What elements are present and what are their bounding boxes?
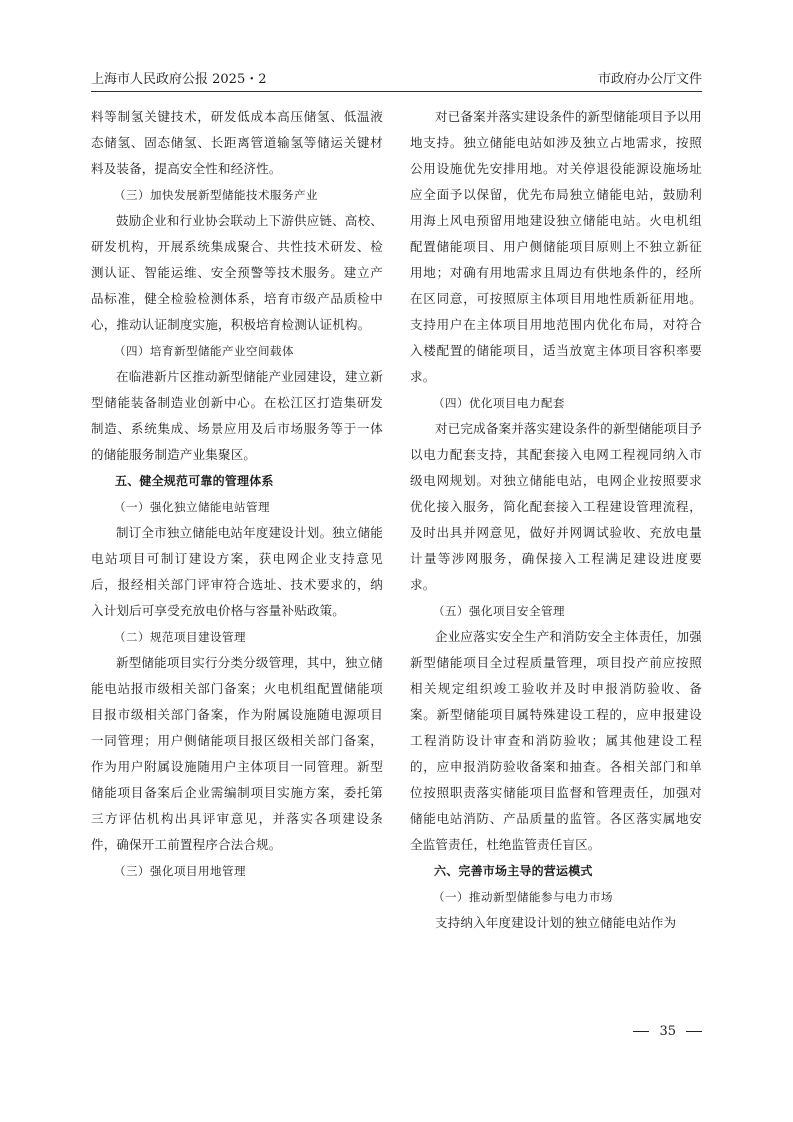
paragraph: 鼓励企业和行业协会联动上下游供应链、高校、研发机构，开展系统集成聚合、共性技术研发、检测认证、智能运维、安全预警等技术服务。建立产品标准，健全检验检测体系，培育市级产品质检中心，推动认证制度实施，积极培育检测认证机构。: [91, 213, 383, 332]
header-divider: [91, 91, 702, 92]
left-column: [91, 104, 383, 884]
dash-right: [686, 1031, 702, 1032]
subheading: （一）强化独立储能电站管理: [114, 500, 270, 514]
paragraph: 料等制氢关键技术，研发低成本高压储氢、低温液态储氢、固态储氢、长距离管道输氢等储运关键材料及装备，提高安全性和经济性。: [91, 109, 383, 176]
section-heading: 五、健全规范可靠的管理体系: [115, 474, 274, 488]
paragraph: 在临港新片区推动新型储能产业园建设，建立新型储能装备制造业创新中心。在松江区打造集研发制造、系统集成、场景应用及后市场服务等于一体的储能服务制造产业集聚区。: [91, 369, 383, 462]
right-column: [410, 104, 702, 936]
subheading: （三）加快发展新型储能技术服务产业: [114, 188, 318, 202]
page-number-footer: [633, 1024, 702, 1039]
subheading: （三）强化项目用地管理: [114, 864, 246, 878]
page-number: 35: [659, 1024, 676, 1039]
section-label: 市政府办公厅文件: [597, 71, 702, 87]
section-heading: 六、完善市场主导的营运模式: [434, 864, 593, 878]
paragraph: 企业应落实安全生产和消防安全主体责任，加强新型储能项目全过程质量管理，项目投产前应按照相关规定组织竣工验收并及时申报消防验收、备案。新型储能项目属特殊建设工程的，应申报建设工程消防设计审查和消防验收；属其他建设工程的，应申报消防验收备案和抽查。各相关部门和单位按照职责落实储能项目监督和管理责任，加强对储能电站消防、产品质量的监管。各区落实属地安全监管责任，杜绝监管责任盲区。: [410, 629, 702, 852]
paragraph: 新型储能项目实行分类分级管理，其中，独立储能电站报市级相关部门备案；火电机组配置储能项目报市级相关部门备案，作为附属设施随电源项目一同管理；用户侧储能项目报区级相关部门备案，作为用户附属设施随用户主体项目一同管理。新型储能项目备案后企业需编制项目实施方案，委托第三方评估机构出具评审意见，并落实各项建设条件，确保开工前置程序合法合规。: [91, 655, 383, 852]
subheading: （二）规范项目建设管理: [114, 630, 246, 644]
dash-left: [633, 1031, 649, 1032]
paragraph: 对已备案并落实建设条件的新型储能项目予以用地支持。独立储能电站如涉及独立占地需求，按照公用设施优先安排用地。对关停退役能源设施场址应全面予以保留，优先布局独立储能电站，鼓励利用海上风电预留用地建设独立储能电站。火电机组配置储能项目、用户侧储能项目原则上不独立新征用地；对确有用地需求且周边有供地条件的，经所在区同意，可按照原主体项目用地性质新征用地。支持用户在主体项目用地范围内优化布局，对符合入楼配置的储能项目，适当放宽主体项目容积率要求。: [410, 109, 702, 384]
running-header: [91, 66, 702, 88]
subheading: （一）推动新型储能参与电力市场: [433, 890, 613, 904]
subheading: （五）强化项目安全管理: [433, 604, 565, 618]
journal-title: 上海市人民政府公报 2025・2: [91, 71, 267, 87]
paragraph: 对已完成备案并落实建设条件的新型储能项目予以电力配套支持，其配套接入电网工程视同纳入市级电网规划。对独立储能电站，电网企业按照要求优化接入服务，简化配套接入工程建设管理流程，及时出具并网意见，做好并网调试验收、充放电量计量等涉网服务，确保接入工程满足建设进度要求。: [410, 421, 702, 592]
subheading: （四）培育新型储能产业空间载体: [114, 344, 294, 358]
subheading: （四）优化项目电力配套: [433, 396, 565, 410]
paragraph: 支持纳入年度建设计划的独立储能电站作为: [435, 915, 677, 930]
paragraph: 制订全市独立储能电站年度建设计划。独立储能电站项目可制订建设方案，获电网企业支持意见后，报经相关部门评审符合选址、技术要求的，纳入计划后可享受充放电价格与容量补贴政策。: [91, 525, 383, 618]
